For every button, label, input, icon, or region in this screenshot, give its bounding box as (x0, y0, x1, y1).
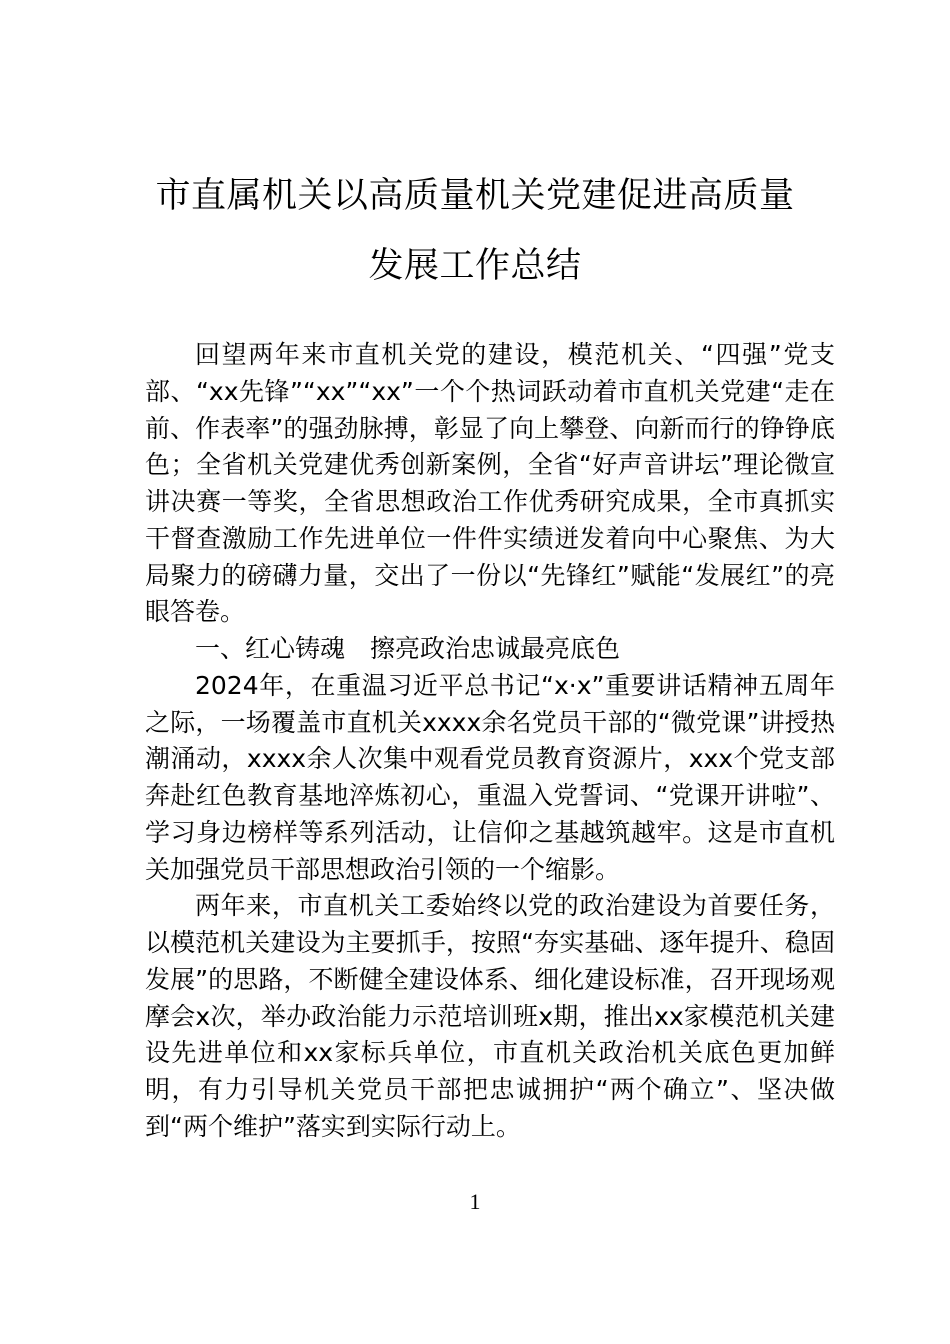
document-title-line-2: 发展工作总结 (368, 246, 582, 286)
section-heading-1: 一、红心铸魂 擦亮政治忠诚最亮底色 (195, 634, 621, 663)
document-title-line-1: 市直属机关以高质量机关党建促进高质量 (155, 176, 795, 216)
paragraph-two-years: 两年来，市直机关工委始终以党的政治建设为首要任务，以模范机关建设为主要抓手，按照“夯实基础、逐年提升、稳固发展”的思路，不断健全建设体系、细化建设标准，召开现场观摩会x次，举办政治能力示范培训班x期，推出xx家模范机关建设先进单位和xx家标兵单位，市直机关政治机关底色更加鲜明，有力引导机关党员干部把忠诚拥护“两个确立”、坚决做到“两个维护”落实到实际行动上。 (145, 891, 835, 1141)
page-number: 1 (469, 1189, 481, 1214)
paragraph-2024: 2024年，在重温习近平总书记“x·x”重要讲话精神五周年之际，一场覆盖市直机关xxxx余名党员干部的“微党课”讲授热潮涌动，xxxx余人次集中观看党员教育资源片，xxx个党支部奔赴红色教育基地淬炼初心，重温入党誓词、“党课开讲啦”、学习身边榜样等系列活动，让信仰之基越筑越牢。这是市直机关加强党员干部思想政治引领的一个缩影。 (145, 670, 835, 884)
paragraph-intro: 回望两年来市直机关党的建设，模范机关、“四强”党支部、“xx先锋”“xx”“xx”一个个热词跃动着市直机关党建“走在前、作表率”的强劲脉搏，彰显了向上攀登、向新而行的铮铮底色；全省机关党建优秀创新案例，全省“好声音讲坛”理论微宣讲决赛一等奖，全省思想政治工作优秀研究成果，全市真抓实干督查激励工作先进单位一件件实绩迸发着向中心聚焦、为大局聚力的磅礴力量，交出了一份以“先锋红”赋能“发展红”的亮眼答卷。 (145, 340, 835, 627)
document-body (145, 337, 835, 1146)
